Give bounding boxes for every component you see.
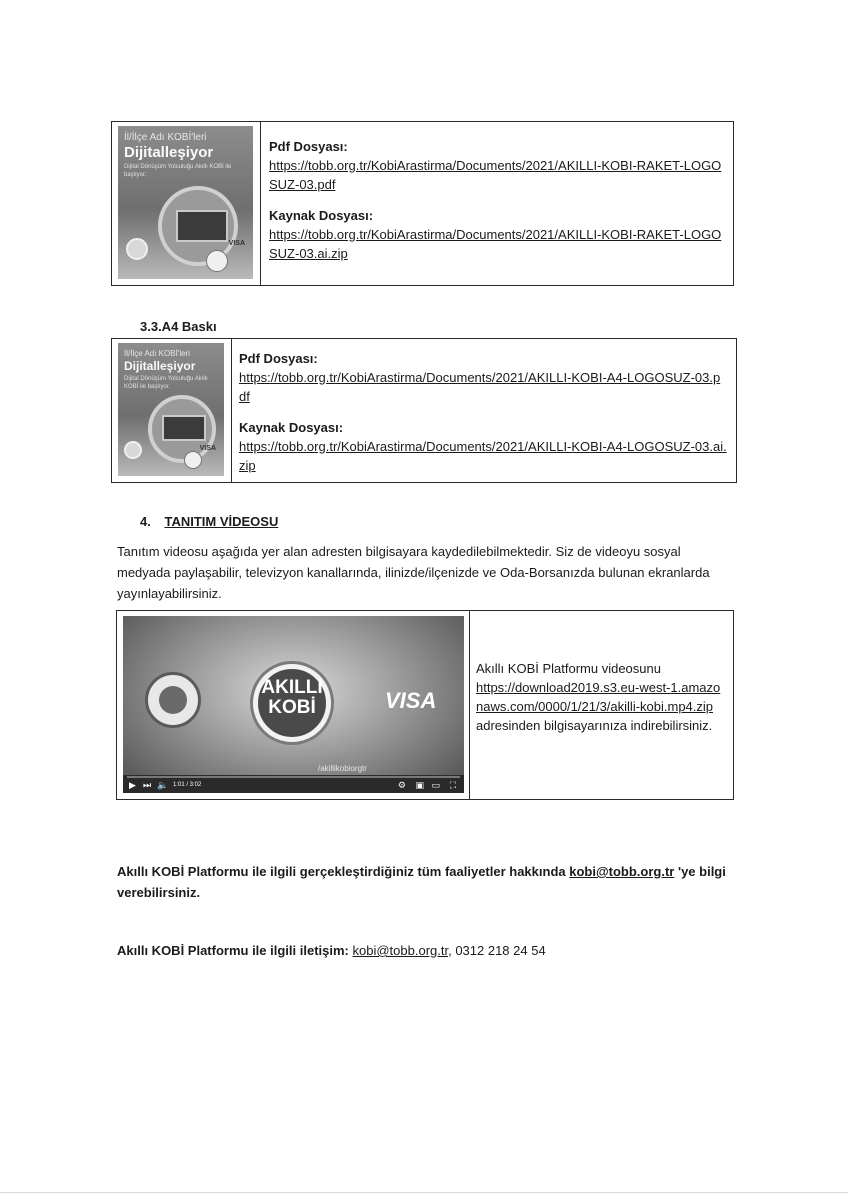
- source-label: Kaynak Dosyası:: [239, 420, 344, 435]
- logo-line-2: KOBİ: [268, 697, 316, 718]
- a4-section-heading: 3.3.A4 Baskı: [140, 319, 217, 334]
- table-divider: [260, 122, 261, 285]
- video-desc-suffix: adresinden bilgisayarınıza indirebilirsiniz.: [476, 718, 713, 733]
- video-section-heading: [140, 514, 278, 529]
- video-download-link[interactable]: https://download2019.s3.eu-west-1.amazonaws.com/0000/1/21/3/akilli-kobi.mp4.zip: [476, 680, 721, 714]
- volume-icon[interactable]: 🔈: [157, 780, 169, 790]
- raket-links: [269, 137, 724, 263]
- logo-line-1: AKILLI: [261, 677, 323, 698]
- page-bottom-rule: [0, 1192, 848, 1193]
- poster-subtitle: İl/İlçe Adı KOBİ'leri: [124, 349, 190, 358]
- table-divider: [231, 339, 232, 482]
- video-table: [116, 610, 734, 800]
- poster-subtitle: İl/İlçe Adı KOBİ'leri: [124, 132, 207, 143]
- visa-logo: VISA: [385, 688, 437, 713]
- pdf-label: Pdf Dosyası:: [269, 139, 348, 154]
- source-label: Kaynak Dosyası:: [269, 208, 374, 223]
- play-icon[interactable]: ▶: [129, 780, 136, 790]
- poster-visa-logo: VISA: [199, 445, 216, 452]
- social-handle: /akillikobiorgtr: [318, 764, 367, 773]
- poster-visa-logo: VISA: [228, 240, 245, 247]
- raket-source-link[interactable]: https://tobb.org.tr/KobiArastirma/Documents/2021/AKILLI-KOBI-RAKET-LOGOSUZ-03.ai.zip: [269, 227, 722, 261]
- raket-poster-thumbnail: [118, 126, 253, 279]
- settings-icon[interactable]: ⚙: [397, 780, 406, 790]
- video-progress-bar[interactable]: [127, 776, 460, 778]
- pdf-label: Pdf Dosyası:: [239, 351, 318, 366]
- contact-phone: , 0312 218 24 54: [448, 943, 546, 958]
- section-title: TANITIM VİDEOSU: [164, 514, 279, 529]
- raket-table: [111, 121, 734, 286]
- video-player[interactable]: [123, 616, 464, 793]
- tobb-seal-icon: [145, 672, 201, 728]
- a4-table: [111, 338, 737, 483]
- fullscreen-icon[interactable]: ⛶: [449, 780, 456, 790]
- akilli-kobi-logo-text: [253, 678, 331, 718]
- contact-line: [117, 940, 737, 961]
- poster-title: Dijitalleşiyor: [124, 359, 196, 373]
- section-number: 4.: [140, 514, 151, 529]
- contact-label: Akıllı KOBİ Platformu ile ilgili iletişim:: [117, 943, 349, 958]
- activity-note-email[interactable]: kobi@tobb.org.tr: [569, 864, 675, 879]
- activity-note: [117, 861, 737, 903]
- activity-note-suffix: 'ye bilgi verebilirsiniz.: [117, 864, 726, 900]
- video-intro-paragraph: Tanıtım videosu aşağıda yer alan adresten bilgisayara kaydedilebilmektedir. Siz de videoyu sosyal medyada paylaşabilir, televizyon kanallarında, ilinizde/ilçenizde ve Oda-Borsanızda bulunan ekranlarda yayınlayabilirsiniz.: [117, 544, 710, 601]
- poster-tagline: Dijital Dönüşüm Yolculuğu Akıllı KOBİ ile başlıyor.: [124, 376, 208, 390]
- poster-laptop-graphic: [176, 210, 228, 242]
- akilli-kobi-badge-icon: [184, 451, 202, 469]
- tobb-seal-icon: [126, 238, 148, 260]
- akilli-kobi-badge-icon: [206, 250, 228, 272]
- a4-pdf-link[interactable]: https://tobb.org.tr/KobiArastirma/Documents/2021/AKILLI-KOBI-A4-LOGOSUZ-03.pdf: [239, 370, 721, 404]
- video-description: [476, 659, 726, 735]
- tobb-seal-icon: [124, 441, 142, 459]
- next-icon[interactable]: ⏭: [143, 780, 152, 790]
- table-divider: [469, 611, 470, 799]
- poster-laptop-graphic: [162, 415, 206, 441]
- contact-email[interactable]: kobi@tobb.org.tr: [352, 943, 449, 958]
- activity-note-text: Akıllı KOBİ Platformu ile ilgili gerçekleştirdiğiniz tüm faaliyetler hakkında: [117, 864, 566, 879]
- poster-title: Dijitalleşiyor: [124, 144, 214, 161]
- a4-links: [239, 349, 727, 475]
- miniplayer-icon[interactable]: ▣: [415, 780, 424, 790]
- poster-tagline: Dijital Dönüşüm Yolculuğu Akıllı KOBİ ile başlıyor.: [124, 164, 232, 178]
- theater-icon[interactable]: ▭: [431, 780, 440, 790]
- video-controls-bar: [123, 775, 464, 793]
- a4-poster-thumbnail: [118, 343, 224, 476]
- raket-pdf-link[interactable]: https://tobb.org.tr/KobiArastirma/Documents/2021/AKILLI-KOBI-RAKET-LOGOSUZ-03.pdf: [269, 158, 722, 192]
- a4-source-link[interactable]: https://tobb.org.tr/KobiArastirma/Documents/2021/AKILLI-KOBI-A4-LOGOSUZ-03.ai.zip: [239, 439, 727, 473]
- time-display: 1:01 / 3:02: [173, 782, 202, 788]
- video-desc-prefix: Akıllı KOBİ Platformu videosunu: [476, 661, 661, 676]
